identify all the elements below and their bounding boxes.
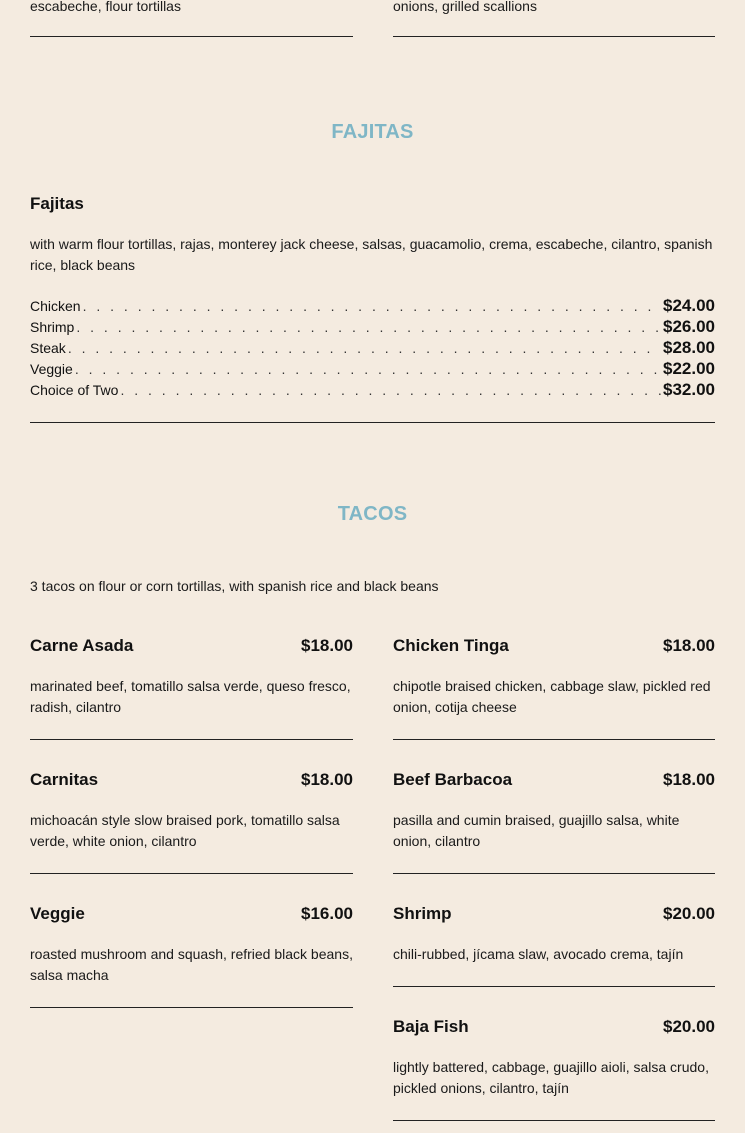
menu-item-name: Chicken Tinga <box>393 636 509 655</box>
menu-item-description: roasted mushroom and squash, refried black beans, salsa macha <box>30 946 353 983</box>
price-option-row <box>30 338 715 359</box>
divider <box>30 873 353 874</box>
option-label: Chicken <box>30 298 81 314</box>
menu-item-description: pasilla and cumin braised, guajillo salsa, white onion, cilantro <box>393 812 680 849</box>
price-option-row <box>30 317 715 338</box>
dot-leader <box>68 340 661 356</box>
divider <box>393 739 715 740</box>
option-price: $28.00 <box>663 338 715 357</box>
price-option-row <box>30 380 715 401</box>
menu-item-description: escabeche, flour tortillas <box>30 0 181 14</box>
menu-item-description: with warm flour tortillas, rajas, monterey jack cheese, salsas, guacamolio, crema, escabeche, cilantro, spanish rice, black beans <box>30 236 713 273</box>
section-intro: 3 tacos on flour or corn tortillas, with spanish rice and black beans <box>30 578 439 594</box>
menu-item-name: Carne Asada <box>30 636 134 655</box>
menu-item-price: $18.00 <box>663 636 715 655</box>
menu-item-price: $16.00 <box>301 904 353 923</box>
divider <box>30 36 353 37</box>
dot-leader <box>76 319 661 335</box>
menu-item-description: lightly battered, cabbage, guajillo aioli, salsa crudo, pickled onions, cilantro, tajín <box>393 1059 709 1096</box>
menu-item-name: Shrimp <box>393 904 452 923</box>
price-option-row <box>30 296 715 317</box>
menu-item-price: $18.00 <box>301 636 353 655</box>
option-label: Choice of Two <box>30 382 119 398</box>
menu-item-price: $20.00 <box>663 1017 715 1036</box>
divider <box>30 739 353 740</box>
option-label: Veggie <box>30 361 73 377</box>
dot-leader <box>75 361 661 377</box>
menu-item-price: $18.00 <box>663 770 715 789</box>
menu-item-price: $18.00 <box>301 770 353 789</box>
option-label: Steak <box>30 340 66 356</box>
divider <box>30 422 715 423</box>
option-price: $22.00 <box>663 359 715 378</box>
menu-item-name: Veggie <box>30 904 85 923</box>
dot-leader <box>83 298 661 314</box>
menu-item-description: chipotle braised chicken, cabbage slaw, pickled red onion, cotija cheese <box>393 678 711 715</box>
section-title-tacos: TACOS <box>337 503 408 525</box>
divider <box>393 1120 715 1121</box>
divider <box>393 986 715 987</box>
menu-item-description: marinated beef, tomatillo salsa verde, queso fresco, radish, cilantro <box>30 678 351 715</box>
menu-item-name: Carnitas <box>30 770 99 789</box>
menu-item-description: chili-rubbed, jícama slaw, avocado crema, tajín <box>393 946 684 962</box>
divider <box>393 36 715 37</box>
menu-item-name: Fajitas <box>30 194 84 213</box>
menu-item-name: Baja Fish <box>393 1017 469 1036</box>
divider <box>393 873 715 874</box>
menu-item-price: $20.00 <box>663 904 715 923</box>
option-price: $32.00 <box>663 380 715 399</box>
option-label: Shrimp <box>30 319 75 335</box>
option-price: $26.00 <box>663 317 715 336</box>
menu-item-description: michoacán style slow braised pork, tomatillo salsa verde, white onion, cilantro <box>30 812 340 849</box>
menu-item-name: Beef Barbacoa <box>393 770 513 789</box>
dot-leader <box>120 382 661 398</box>
menu-item-description: onions, grilled scallions <box>393 0 537 14</box>
divider <box>30 1007 353 1008</box>
option-price: $24.00 <box>663 296 715 315</box>
price-option-row <box>30 359 715 380</box>
section-title-fajitas: FAJITAS <box>331 121 414 143</box>
